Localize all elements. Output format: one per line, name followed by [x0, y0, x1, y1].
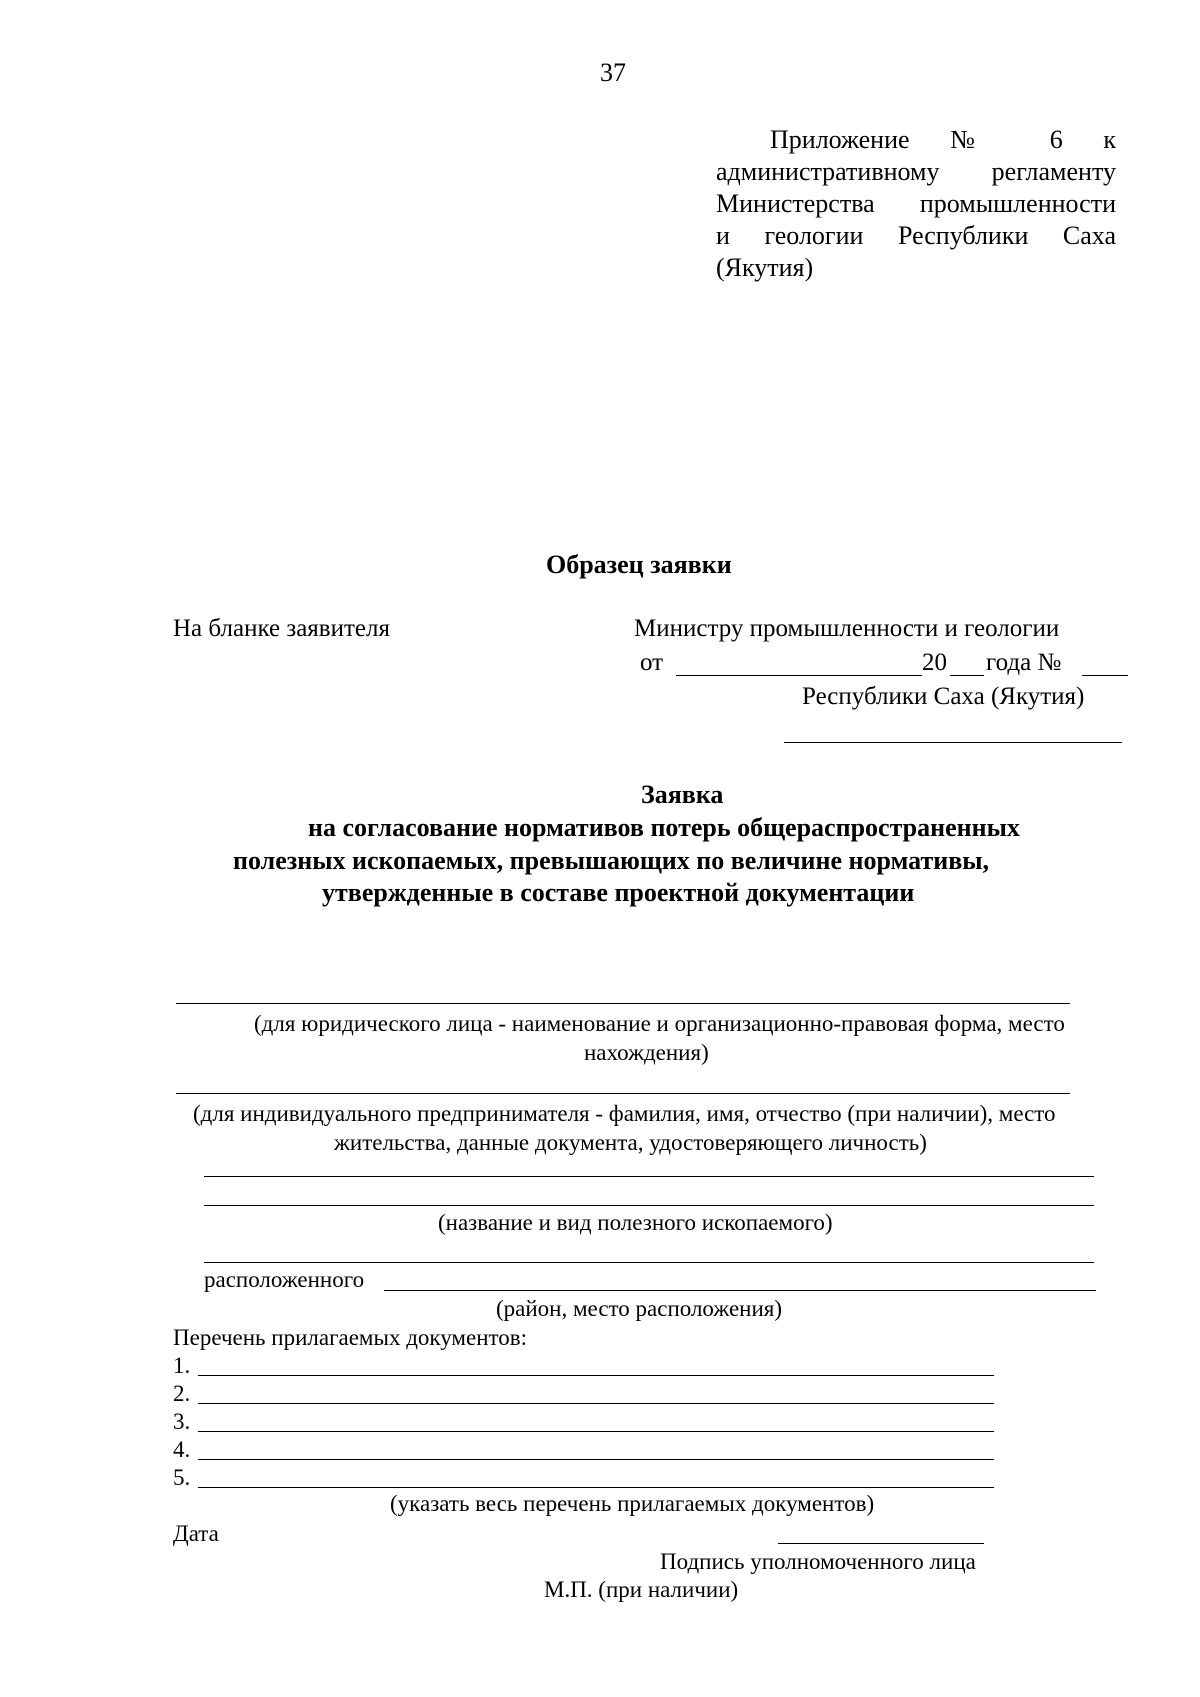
- addressee-year-suffix: года №: [986, 649, 1062, 676]
- legal-entity-line[interactable]: [176, 1003, 1070, 1004]
- appendix-line-4: и геологии Республики Саха: [716, 221, 1116, 250]
- application-title: Заявка: [641, 780, 724, 809]
- mineral-line-1[interactable]: [204, 1176, 1094, 1177]
- date-label: Дата: [173, 1521, 219, 1546]
- entrepreneur-line[interactable]: [176, 1093, 1070, 1094]
- entrepreneur-hint-line-2: жительства, данные документа, удостоверяющего личность): [334, 1130, 927, 1155]
- page-number: 37: [600, 58, 626, 87]
- location-hint: (район, место расположения): [496, 1296, 783, 1321]
- addressee-line-1: Министру промышленности и геологии: [634, 615, 1060, 642]
- document-line-4[interactable]: [198, 1459, 994, 1460]
- document-line-1[interactable]: [198, 1375, 994, 1376]
- appendix-block: [716, 124, 1116, 284]
- signature-line[interactable]: [778, 1543, 984, 1544]
- document-item-4: 4.: [173, 1437, 191, 1462]
- entrepreneur-hint-line-1: (для индивидуального предпринимателя - фамилия, имя, отчество (при наличии), место: [193, 1101, 1056, 1126]
- document-item-5: 5.: [173, 1465, 191, 1490]
- document-item-3: 3.: [173, 1409, 191, 1434]
- legal-entity-hint-line-1: (для юридического лица - наименование и организационно-правовая форма, место: [254, 1011, 1065, 1036]
- appendix-line-2: административному регламенту: [716, 157, 1116, 186]
- application-subtitle-line-1: на согласование нормативов потерь общераспространенных: [308, 813, 1020, 842]
- located-label: расположенного: [204, 1267, 365, 1292]
- appendix-line-5: (Якутия): [716, 253, 814, 282]
- document-item-1: 1.: [173, 1353, 191, 1378]
- addressee-name-line[interactable]: [784, 742, 1122, 743]
- application-subtitle-line-2: полезных ископаемых, превышающих по величине нормативы,: [233, 846, 990, 875]
- seal-label: М.П. (при наличии): [544, 1577, 739, 1602]
- mineral-hint: (название и вид полезного ископаемого): [438, 1210, 833, 1235]
- addressee-from-prefix: от: [640, 649, 664, 676]
- appendix-line-3: Министерства промышленности: [716, 189, 1116, 218]
- addressee-number-line[interactable]: [1082, 675, 1128, 676]
- addressee-date-line[interactable]: [676, 675, 922, 676]
- mineral-line-2[interactable]: [204, 1205, 1094, 1206]
- addressee-year-line[interactable]: [950, 675, 984, 676]
- document-line-3[interactable]: [198, 1431, 994, 1432]
- appendix-line-1: Приложение № 6 к: [770, 125, 1116, 154]
- letterhead-label: На бланке заявителя: [173, 615, 390, 642]
- document-item-2: 2.: [173, 1381, 191, 1406]
- mineral-line-3[interactable]: [204, 1262, 1094, 1263]
- documents-hint: (указать весь перечень прилагаемых документов): [390, 1491, 875, 1516]
- location-line[interactable]: [384, 1290, 1096, 1291]
- legal-entity-hint-line-2: нахождения): [584, 1040, 709, 1065]
- document-line-2[interactable]: [198, 1403, 994, 1404]
- application-subtitle-line-3: утвержденные в составе проектной документации: [322, 878, 915, 907]
- addressee-year-prefix: 20: [922, 649, 947, 676]
- document-line-5[interactable]: [198, 1487, 994, 1488]
- signer-label: Подпись уполномоченного лица: [660, 1549, 976, 1574]
- documents-heading: Перечень прилагаемых документов:: [173, 1325, 528, 1350]
- addressee-line-3: Республики Саха (Якутия): [802, 683, 1085, 710]
- sample-title: Образец заявки: [546, 550, 732, 579]
